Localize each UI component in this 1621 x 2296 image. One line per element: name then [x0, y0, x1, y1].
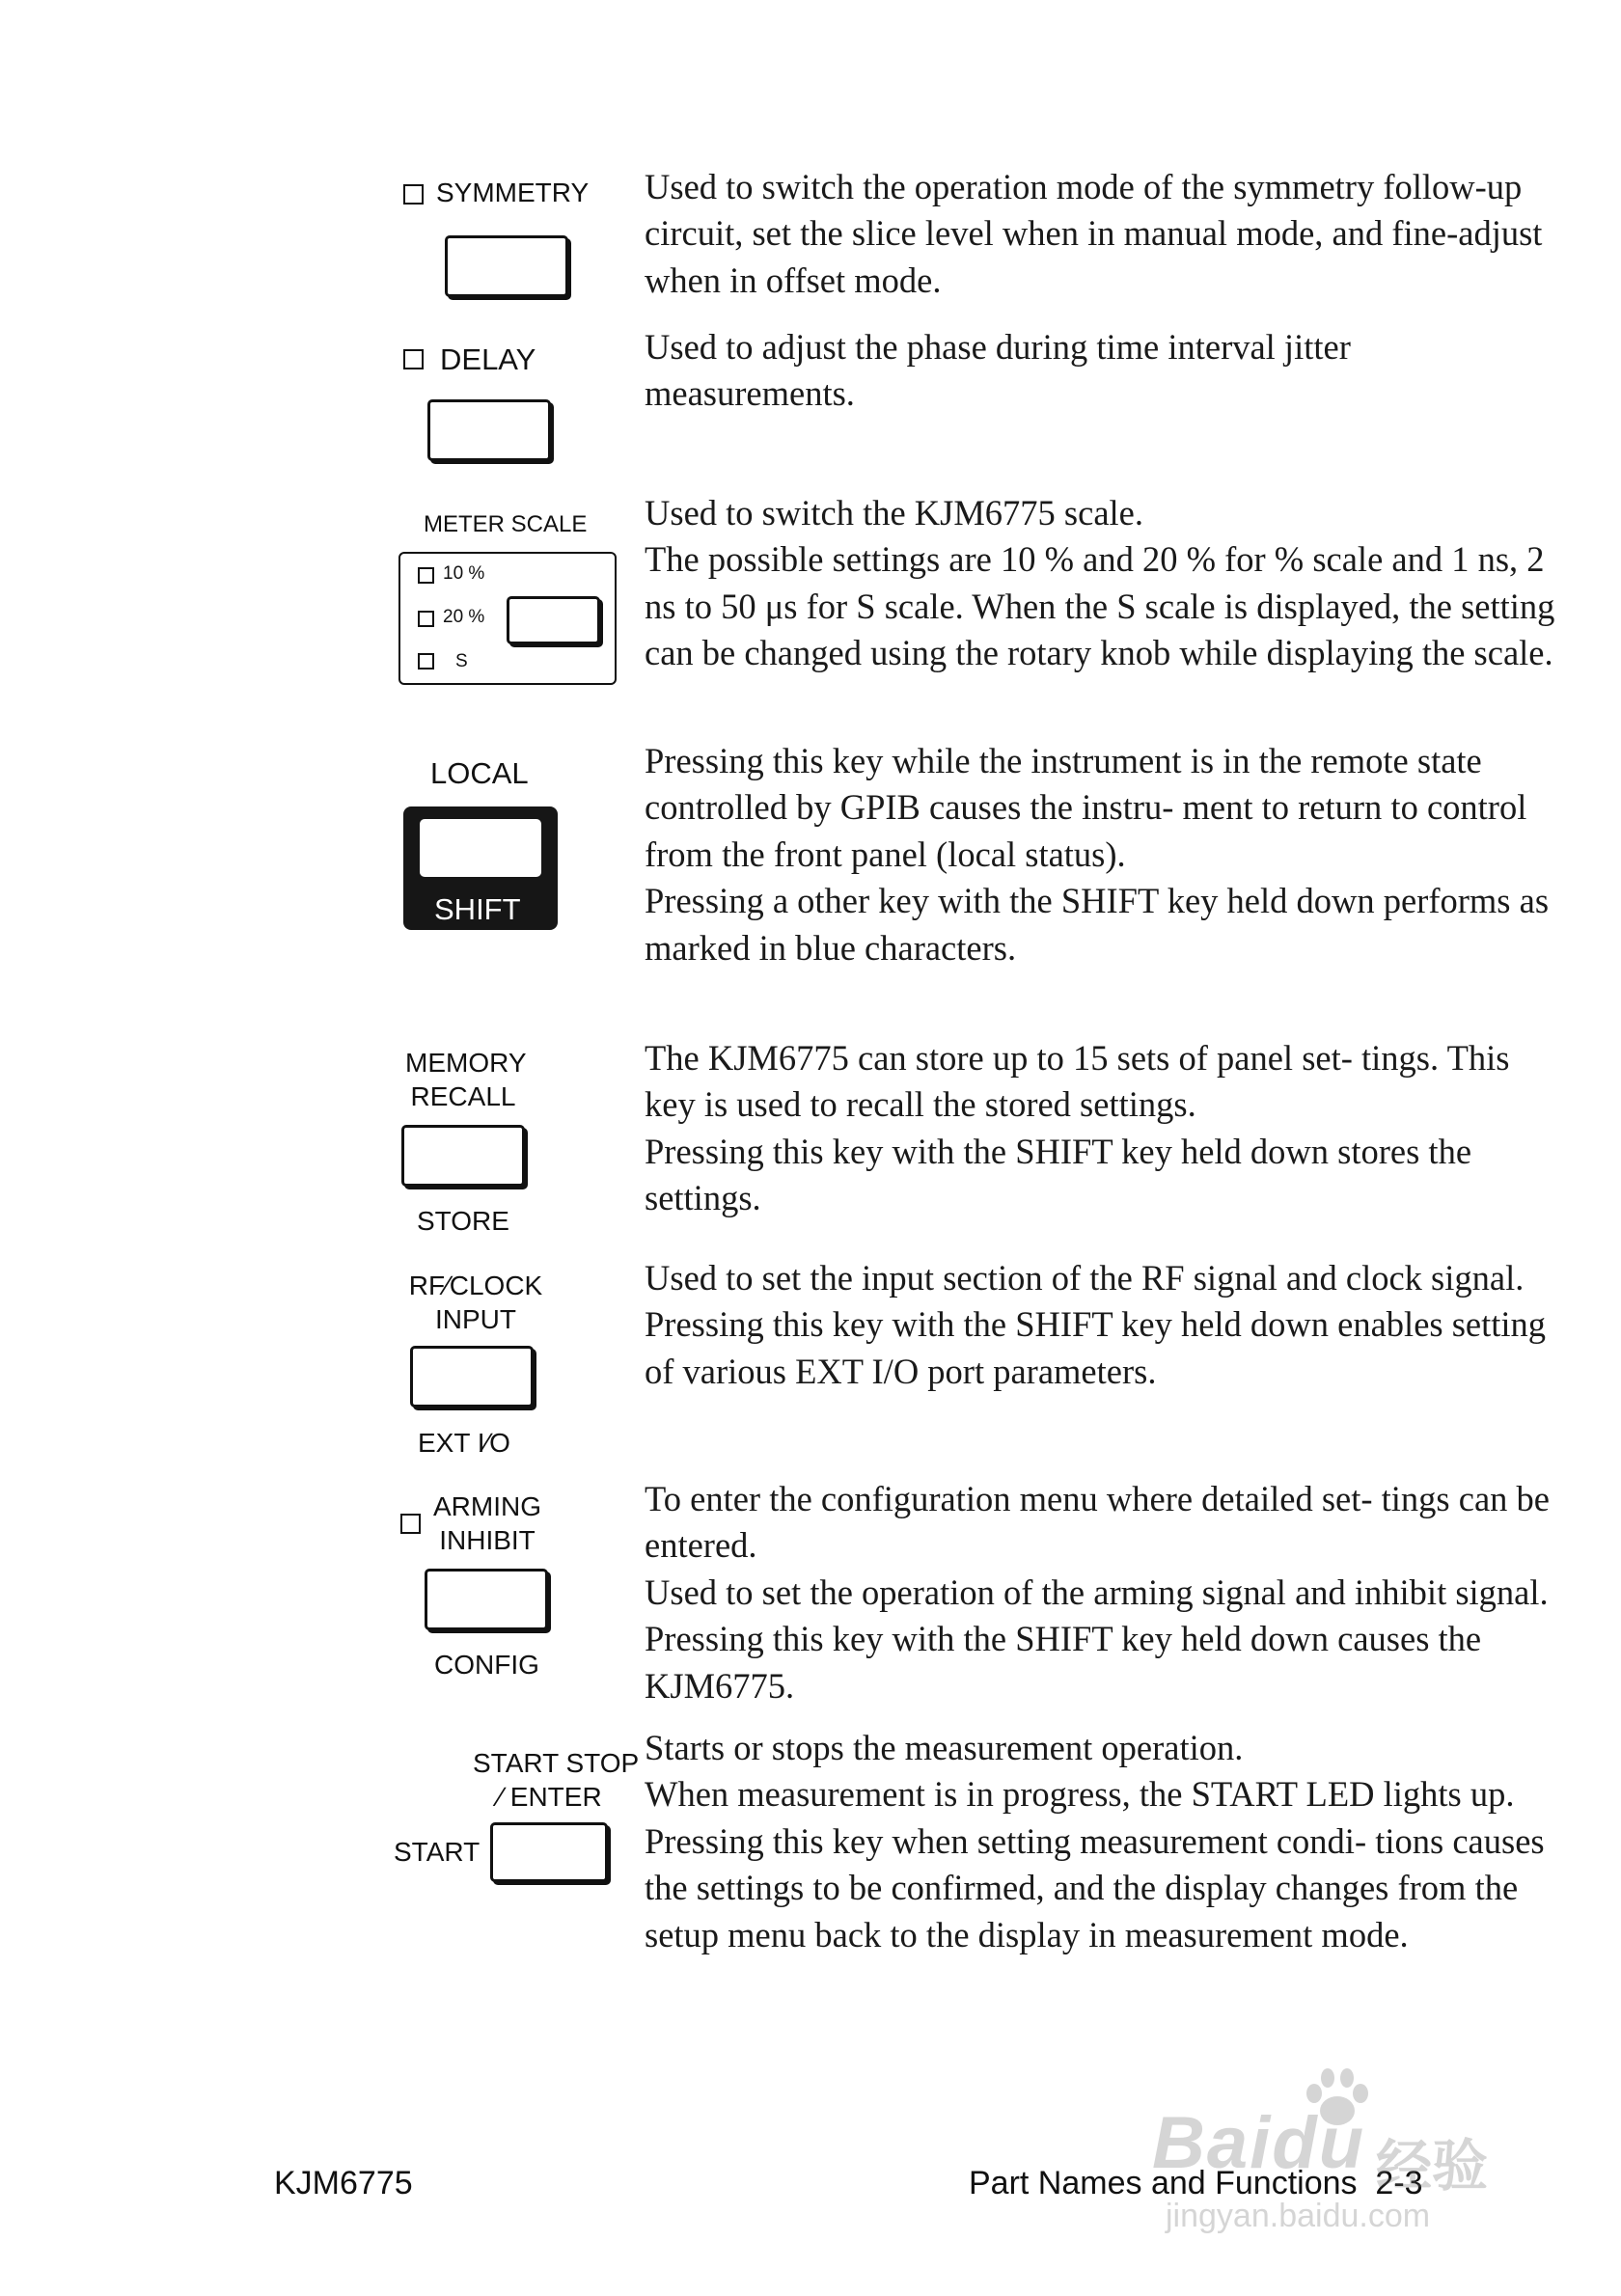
- store-label: STORE: [417, 1206, 509, 1236]
- baidu-watermark: [1137, 2064, 1542, 2257]
- meter-scale-title: METER SCALE: [424, 511, 588, 537]
- memory-label-line2: RECALL: [410, 1081, 516, 1111]
- footer-model: KJM6775: [274, 2165, 413, 2201]
- footer-section: Part Names and Functions 2-3: [969, 2165, 1423, 2201]
- meter-scale-s-label: S: [455, 651, 468, 671]
- shift-key-face[interactable]: [420, 819, 541, 877]
- meter-scale-10-label: 10 %: [443, 563, 485, 584]
- ext-io-label: EXT I∕O: [418, 1428, 510, 1458]
- watermark-main: Baidu: [1152, 2102, 1366, 2184]
- symmetry-label: SYMMETRY: [436, 178, 590, 207]
- start-stop-enter-label: [473, 1746, 640, 1814]
- delay-key[interactable]: [427, 399, 551, 461]
- memory-recall-label: [405, 1046, 527, 1113]
- arming-description: [645, 1476, 1561, 1709]
- startstop-description: [645, 1725, 1561, 1958]
- symmetry-key[interactable]: [445, 235, 568, 297]
- watermark-cn: 经验: [1376, 2135, 1489, 2198]
- startstop-label-line1: START STOP: [473, 1748, 640, 1778]
- arming-label-line2: INHIBIT: [439, 1525, 536, 1555]
- startstop-label-line2: ∕ ENTER: [498, 1782, 602, 1812]
- rfclock-label-line1: RF∕CLOCK: [408, 1271, 543, 1300]
- startstop-desc-p1: Starts or stops the measurement operation.: [645, 1728, 1244, 1767]
- meter-scale-desc-p1: Used to switch the KJM6775 scale.: [645, 493, 1144, 533]
- memory-desc-p2: Pressing this key with the SHIFT key held down stores the settings.: [645, 1131, 1472, 1218]
- memory-label-line1: MEMORY: [405, 1048, 527, 1078]
- rfclock-description: [645, 1255, 1561, 1395]
- rfclock-desc-p1: Used to set the input section of the RF signal and clock signal.: [645, 1258, 1525, 1298]
- rfclock-input-label: [394, 1269, 558, 1336]
- startstop-desc-p2: When measurement is in progress, the START LED lights up.: [645, 1774, 1515, 1815]
- memory-recall-key[interactable]: [401, 1125, 525, 1187]
- symmetry-led: [403, 184, 424, 205]
- arming-desc-p1: To enter the configuration menu where detailed set- tings can be entered.: [645, 1479, 1550, 1566]
- start-led-label: START: [394, 1837, 481, 1867]
- shift-label: SHIFT: [434, 892, 521, 926]
- symmetry-description: [645, 164, 1561, 304]
- meter-scale-description: [645, 490, 1561, 677]
- meter-scale-10-led: [418, 567, 434, 584]
- watermark-sub: jingyan.baidu.com: [1166, 2198, 1431, 2234]
- arming-label-line1: ARMING: [433, 1491, 541, 1521]
- arming-desc-p2: Used to set the operation of the arming signal and inhibit signal. Pressing this key with the SHIFT key held down causes the KJM6775.: [645, 1572, 1549, 1706]
- local-desc-p2: Pressing a other key with the SHIFT key held down performs as marked in blue characters.: [645, 881, 1550, 968]
- rfclock-desc-p2: Pressing this key with the SHIFT key held down enables setting of various EXT I/O port parameters.: [645, 1304, 1547, 1391]
- startstop-desc-p3: Pressing this key when setting measurement condi- tions causes the settings to be confirmed, and the display changes from the setup menu back to the display in measurement mode.: [645, 1820, 1545, 1954]
- memory-desc-p1: The KJM6775 can store up to 15 sets of panel set- tings. This key is used to recall the stored settings.: [645, 1038, 1510, 1125]
- meter-scale-s-led: [418, 653, 434, 670]
- delay-led: [403, 349, 424, 369]
- meter-scale-desc-p2: The possible settings are 10 % and 20 % for % scale and 1 ns, 2 ns to 50 μs for S scale. When the S scale is displayed, the setting can be changed using the rotary knob while displaying the scale.: [645, 539, 1555, 673]
- delay-description: [645, 324, 1561, 418]
- start-stop-enter-key[interactable]: [490, 1822, 608, 1882]
- arming-inhibit-label: [432, 1490, 542, 1557]
- arming-led: [400, 1514, 421, 1534]
- meter-scale-20-led: [418, 611, 434, 627]
- memory-description: [645, 1035, 1561, 1222]
- delay-label: DELAY: [440, 342, 536, 376]
- local-label: LOCAL: [430, 756, 529, 790]
- config-label: CONFIG: [434, 1650, 539, 1680]
- local-description: [645, 738, 1561, 971]
- rfclock-label-line2: INPUT: [435, 1304, 516, 1334]
- rfclock-input-key[interactable]: [410, 1346, 534, 1408]
- meter-scale-20-label: 20 %: [443, 607, 485, 627]
- symmetry-desc-p1: Used to switch the operation mode of the symmetry follow-up circuit, set the slice level when in manual mode, and fine-adjust when in offset mode.: [645, 167, 1543, 300]
- local-desc-p1: Pressing this key while the instrument is in the remote state controlled by GPIB causes the instru- ment to return to control from the front panel (local status).: [645, 741, 1527, 874]
- delay-desc-p1: Used to adjust the phase during time interval jitter measurements.: [645, 327, 1351, 414]
- meter-scale-key[interactable]: [507, 596, 600, 644]
- arming-inhibit-key[interactable]: [425, 1569, 548, 1630]
